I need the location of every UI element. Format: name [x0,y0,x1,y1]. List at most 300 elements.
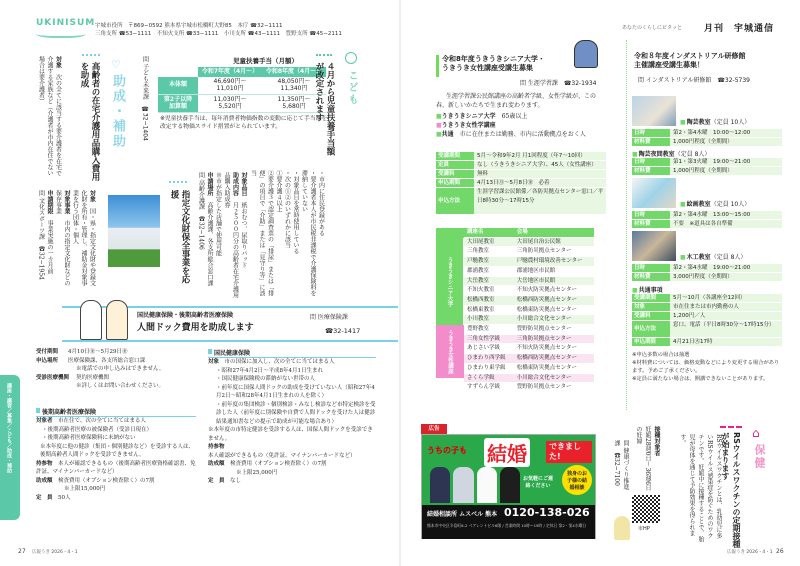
target-label: 対象 [88,190,96,202]
content-text: 月２５００円分の高齢者在宅介護用品購入助成券 [223,172,239,298]
table-row [464,383,594,393]
family-photo [430,467,520,503]
cell-value: 46,690円〜 [213,77,247,85]
course-name: 郡浦教室 [464,266,514,276]
cultural-title: 指定文化財保全事業を応援 [169,190,190,284]
venue: 不知火防災拠点センター [514,286,594,296]
info-key: 日時 [632,264,670,272]
target-label: 対象者 [36,418,53,424]
title-ornament [316,54,332,56]
industrial-courses [632,96,782,383]
table-row [464,276,594,286]
table-row [464,354,594,364]
common-text: 市に在住または勤務、市内に活動拠点をおく人 [459,131,586,138]
senior-contact: 問 生涯学習課 ☎32-1934 [520,80,597,87]
senior-label: うきうきシニア大学 [441,113,496,120]
allowance-note: ※児童扶養手当は、毎年消費者物価指数の変動に応じて手当額を改定する物価スライド措置がとられています。 [160,115,328,130]
course-header [632,178,782,208]
info-row [632,167,782,175]
note-text: ※市が指定した店舗で使用可能 [214,172,222,256]
bullet: ・市内に住民登録がある [317,170,325,236]
bullet: ・前年度に国保人間ドックの助成を受けていない人（昭和27年4月2日〜昭和28年4月1日生まれの人を除く） [216,384,375,399]
note: ※定員に満たない場合は、開講できないことがあります。 [632,376,769,382]
info-value: 1,200円／人 [670,312,782,320]
common-label: 共通 [441,131,454,138]
person [453,467,473,503]
title-ornament [82,54,100,58]
course-name: 三角女性学級 [464,334,514,344]
common-heading: ■ 共通事項 [632,285,782,294]
schedule-table [464,228,594,393]
table-row [158,77,326,95]
dock-contact-dept: 問 医療保険課 [310,314,348,321]
category-child: こども [346,70,357,106]
info-value: 3,000円程度（全期間） [670,273,782,281]
venue: 小川総合文化センター [514,315,594,325]
ad-cta: お気軽にご連絡ください [522,476,553,489]
venue: 豊野防災拠点センター [514,383,594,393]
table-row [158,94,326,112]
ad-footer [422,505,595,539]
care-goods-title: 高齢者の在宅介護用品購入費用を助成 [79,62,100,181]
info-key: 申込期間 [436,179,474,187]
contact: 問 文化スポーツ課 ☎32−1954 [37,190,45,280]
venue: 大田尾自治公民館 [514,237,594,247]
venue: 松橋東防災拠点センター [514,305,594,315]
course-capacity: （定員 8人） [674,151,711,158]
title-ornament [169,181,187,183]
target-text: 国・県・指定文化財や登録文化財を所有・管理し、補助金対象事業を行う団体・個人 [71,190,96,286]
info-key: 日時 [632,211,670,219]
info-key: 材料費 [632,220,670,228]
items-label: 対象品目 [240,172,247,196]
course-title: 陶芸夜間教室 [638,151,675,158]
info-key: 申込期限 [632,338,670,346]
bullet: ・前年度の集団検診・個別検診・みなし検診など市特定検診を受診した人（前年度に別保険や自費で人間ドックを受けた人は健診結果通知書などの提示で助成が可能な場合あり） [216,401,376,425]
row-text: 医療保険課、各支所総合窓口課 [68,357,146,364]
course-capacity: （定員 10人） [710,119,751,126]
info-key: 対象 [632,303,670,311]
row-label: 第2子以降加算額 [158,94,198,112]
place-label: 申請場所 [206,172,213,196]
info-row [632,129,782,137]
course-name: 小川教室 [464,315,514,325]
course-name [680,199,750,208]
info-row [632,338,782,346]
cell-value: 11,350円〜 [277,95,311,103]
table-row [464,334,594,344]
magazine-name: 月刊 宇城通信 [704,24,775,34]
industrial-contact: 問 インダストリアル研修館 ☎32-5739 [638,77,750,84]
bring-text: 本人確認ができるもの（免許証、マイナンバーカードなど） [208,452,356,459]
table-row [464,325,594,335]
category-subsidy: 助成・補助 [110,74,125,149]
target-label: 対象 [54,56,62,68]
row-note: ※電話での申し込みはできません。 [76,366,165,372]
senior-title [442,55,545,73]
course-capacity: （定員 10人） [710,201,751,208]
info-row [632,158,782,166]
info-row [436,161,606,169]
column-divider [626,40,627,410]
pottery-photo [632,96,676,126]
course-name: 大田尾教室 [464,237,514,247]
info-key: 定員 [436,161,474,169]
nurse-illustration [614,516,630,540]
doctor-illustration [80,300,102,340]
info-row [632,321,782,337]
col-header [158,67,198,77]
office-line-2: 三角支所 ☎53−1111 不知火支所 ☎33−1111 小川支所 ☎43−1111 豊野支所 ☎45−2111 [95,31,342,37]
course-name: さくら学級 [464,373,514,383]
course-name [680,117,750,126]
info-key: 材料費 [632,273,670,281]
period-text: 事業実施の一カ月前 [46,220,53,274]
course-name: ひまわり西学級 [464,354,514,364]
amount-text: 検査費用（オプション検査除く）の7割 [230,461,327,467]
course-header [632,231,782,261]
senior-info-table [436,152,606,215]
col-header: 講座名 [464,228,514,237]
care-goods-details [196,172,247,298]
target-text: 市の国保に加入し、次の全てに当てはまる人 [224,359,335,365]
title-accent-bar [436,55,439,77]
course-name: 松橋東教室 [464,305,514,315]
info-value: なし（うきうきシニア大学）、45人（女性講座） [474,161,606,169]
table-row [464,286,594,296]
cell-value: 11,030円〜 [213,95,247,103]
info-key: 日時 [632,129,670,137]
info-key: 日時 [632,158,670,166]
row-text: 4月10日㊎〜5月29日㊎ [68,349,128,355]
table-title: 児童扶養手当（月額） [233,57,298,65]
senior-title-line2: うきうき女性講座受講生募集 [442,64,533,72]
bring-label: 持参物 [36,460,53,467]
bullet: ・後期高齢者医療の被保険者（受診日現在） [42,426,153,433]
section-side-tab[interactable] [0,375,20,520]
project-text: 市内の指定文化財などの保存事業 [54,190,70,286]
qr-label: 市HP [638,526,650,532]
venue: 小川総合文化センター [514,373,594,383]
split-square-icon: ■ [436,131,442,138]
info-row [632,303,782,311]
painting-photo [632,178,676,208]
info-value: 生涯学習課公民館係／各防災拠点センター窓口／平日8時30分〜17時15分 [474,188,606,214]
bullet: ②要介護３で認定調査票の「排尿」または「排便」の項目で「介助」または「見守り等」に該当 [249,170,274,296]
table-row [464,266,594,276]
elderly-note: ※本年度に他の健診（集団・個別健診など）を受診する人は、後期高齢者人間ドックを受診できません。 [40,443,195,458]
house-icon: ⌂ [752,426,760,440]
cell-value: 11,010円 [216,85,244,92]
bullet: ①要介護４以上 [275,170,282,212]
capacity-label: 定 員 [36,494,53,501]
cell-value: 48,050円〜 [277,77,311,85]
venue: 松橋西防災拠点センター [514,295,594,305]
rsv-target [634,426,661,492]
info-value: 第2・第4木曜 10:00〜12:00 [670,129,782,137]
senior-title-line1: 令和8年度うきうきシニア大学・ [442,55,545,63]
footer-right: 広報うき 2026・4・1 [727,550,773,555]
target-label: 対象 [208,359,220,365]
schedule-group-labels [436,228,464,393]
child-allowance-title: ４月から児童扶養手当額が改定されます [314,62,335,156]
course-name [632,149,782,158]
info-key: 受講料 [436,170,474,178]
target-label: 接種対象者 [653,426,660,456]
capacity-text: 50人 [58,494,71,501]
office-line-1: 宇城市役所 〒869−0592 熊本県宇城市松橋町大野85 本庁 ☎32−1111 [95,23,283,29]
industrial-title-line2: 主催講座受講生募集！ [634,61,704,69]
course-name: ひまわり東学級 [464,363,514,373]
course-title: 木工教室 [686,254,711,261]
course-name: 豊野教室 [464,325,514,335]
child-allowance-contact: 問 子ども未来課 ☎32−1404 [141,56,149,141]
industrial-title [634,52,745,70]
pink-square-icon: ■ [436,122,442,129]
row-text: 契約医療機関 [76,374,110,381]
capacity-text: なし [230,478,242,484]
industrial-title-line1: 令和８年度インダストリアル研修館 [634,52,746,60]
cell [198,94,262,112]
bullet: ・要介護者本人が市民税非課税で介護保険料を滞納していない [300,170,316,296]
info-row [632,294,782,302]
bring-text: 本人が確認できるもの（後期高齢者医療資格確認書、免許証、マイナンバーカードなど） [36,460,196,475]
table-row [464,295,594,305]
info-key: 受講料 [632,312,670,320]
course-name: 大岳教室 [464,276,514,286]
logo-wave-icon [36,28,86,38]
info-value: 窓口、電話（平日8時30分〜17時15分） [670,321,782,337]
ad-tag: 広告 [421,424,447,434]
national-heading: 国民健康保険 [208,348,376,358]
marriage-ad[interactable] [421,434,596,539]
col-header: 会場 [514,228,594,237]
venue: 戸馳農村環境改善センター [514,257,594,267]
dock-title: 人間ドック費用を助成します [137,323,254,333]
course-name [680,252,746,261]
info-row [436,188,606,214]
venue: 松橋西防災拠点センター [514,354,594,364]
baby-face-icon [345,52,357,64]
footer-left: 広報うき 2026・4・1 [32,550,78,555]
senior-age: 65歳以上 [501,113,528,120]
heart-hands-icon: ♡ [111,58,121,71]
elderly-heading: 後期高齢者医療保険 [36,407,196,417]
info-key: 申込方法 [632,321,670,337]
rsv-contact: 問 健康づくり推進課 ☎32−7100 [613,440,629,490]
schedule-block [436,228,606,393]
cell-value: 5,680円 [282,103,306,110]
info-row [632,264,782,272]
course-header [632,96,782,126]
cultural-details [36,190,96,290]
info-key: 申込方法 [436,188,474,214]
info-row [436,152,606,160]
info-key: 材料費 [632,138,670,146]
table-row [464,247,594,257]
women-group-text: うきうき女性講座 [447,329,453,374]
course-name: あじさい学級 [464,344,514,354]
rsv-title: RSウイルスワクチンの定期接種が始まります [721,432,741,548]
content-label: 助成内容 [231,172,239,196]
cell-value: 5,520円 [218,103,242,110]
course-name: 不知火教室 [464,286,514,296]
allowance-table [158,67,326,113]
header-spacer [436,228,464,238]
dock-general [36,348,201,391]
table-row [464,257,594,267]
cell [198,77,262,95]
info-row [632,138,782,146]
senior-group-label [436,238,464,325]
table-row [464,305,594,315]
row-label: 受診医療機関 [36,374,70,381]
child-allowance-table-block [158,56,328,131]
row-label: 本体額 [158,77,198,95]
care-goods-bullets [248,170,325,298]
row-label: 申込場所 [36,357,59,364]
course-name: 戸馳教室 [464,257,514,267]
info-row [436,170,606,178]
info-value: 5月〜令和9年2月 月1回程度（年7〜10回） [474,152,606,160]
target-text: 次の全てに該当する要介護者を在宅で介護する家族など（介護者が市内在住でない場合は要介護者） [37,56,62,176]
project-label: 対象事業 [63,190,70,214]
amount-cap: ※上限25,000円 [236,469,278,476]
table-row [464,344,594,354]
rsv-body: RSウイルスワクチンとは、乳幼児に多いRSウイルス感染症を防ぐためのワクチンです。妊娠中に接種することで、胎児が母体を通じて予防効果を得られます。 [679,434,722,542]
side-tab-label: 講座・講習／募集／こども／助成・補助 [6,383,12,473]
table-row [464,315,594,325]
info-value: 5月〜10月（各講座全12回） [670,294,782,302]
bullet: ・昭和27年4月2日〜平成8年4月1日生まれ [216,367,323,374]
bullet: ・次の①②のいずれかに該当 [283,170,291,248]
woodwork-photo [632,231,676,261]
info-value: 第2・第4水曜 13:00〜15:00 [670,211,782,219]
care-goods-target [36,56,62,176]
capacity-label: 定 員 [208,478,225,484]
qr-code[interactable] [632,495,660,523]
info-row [632,220,782,228]
city-office-info [95,22,342,38]
table-row [464,363,594,373]
venue: 大岳地区市民館 [514,276,594,286]
place-text: 高齢介護課、各支所総合窓口課 [206,202,213,286]
row-note: ※詳しくはお問い合わせください。 [76,383,165,389]
course-title: 陶芸教室 [686,119,711,126]
venue: 郡浦地区市民館 [514,266,594,276]
senior-intro: 生涯学習課公民館講座の高齢者学級、女性学級が、この春、新しいかたちで生まれ変わります。 [436,93,597,109]
dock-contact-tel: ☎32-1417 [325,327,361,335]
ad-company: 結婚相談所 ムスベル 熊本 [427,511,498,518]
senior-group-text: うきうきシニア大学 [446,256,453,307]
course-capacity: （定員 8人） [710,254,747,261]
women-group-label [436,325,464,378]
venue: 豊野防災拠点センター [514,325,594,335]
bullet: ・国民健康保険税の滞納がない世帯の人 [216,376,316,382]
nurse-illustration [106,300,128,340]
col-header: 令和8年度（4月〜） [262,67,326,77]
tagline: あなたのくらしにピタッと [622,25,683,31]
info-key: 受講期間 [632,294,670,302]
info-value: 第2・第4水曜 19:00〜21:00 [670,264,782,272]
ad-headline-3: できました! [546,441,592,463]
page-number-right: 26 [776,548,784,555]
person [500,467,520,503]
items-text: 紙おむつ、尿取りパッド [240,202,247,268]
category-health: 保健 [753,444,766,470]
bring-label: 持参物 [208,444,225,450]
ad-headline-1: うちの子も [427,446,467,455]
cultural-building-photo [108,195,160,267]
venue: 三角防災拠点センター [514,334,594,344]
bullet: ・後期高齢者医療保険料に未納がない [42,435,136,441]
elderly-insurance-block [36,407,196,502]
amount-label: 助成額 [36,477,53,484]
amount-cap: ※上限15,000円 [64,486,106,492]
women-label: うきうき女性学講座 [441,122,496,129]
col-header: 令和7年度（4月〜） [198,67,262,77]
course-title: 絵画教室 [686,201,711,208]
senior-eligibility [436,112,611,139]
info-value: 4月21日㊋17時 [670,338,782,346]
page-spine [399,0,401,566]
course-name: 松橋西教室 [464,295,514,305]
target-text: 妊娠28週0日〜36週6日の妊婦 [635,426,651,491]
period-label: 申請期限 [46,190,53,214]
course-name: 三角教室 [464,247,514,257]
dock-subtitle: 国民健康保険・後期高齢者医療保険 [137,312,234,319]
row-label: 受付期間 [36,349,59,355]
ad-phone[interactable]: 0120-138-026 [504,506,590,519]
info-value: 第1・第3火曜 19:00〜21:00 [670,158,782,166]
ukinisum-logo: UKINISUM [36,18,96,28]
info-value: 不要 ※道具は各自準備 [670,220,782,228]
info-value: 4月13日㊊〜5月8日㊎ 必着 [474,179,606,187]
info-value: 1,000円程度（全期間） [670,138,782,146]
ad-address: 熊本市中央区辛島町6-2 ベアレントビル6階 / 営業時間 10時〜19時 / 定休日 第2・第4水曜日 [427,523,587,528]
note: ※材料費については、価格変動などにより変更する場合があります。予めご了承ください。 [632,360,780,374]
note: ※申込多数の場合は抽選 [632,352,690,358]
person [477,467,497,503]
info-value: 無料 [474,170,606,178]
person [430,467,450,503]
green-square-icon: ■ [436,113,442,120]
venue: 不知火防災拠点センター [514,344,594,354]
info-key: 材料費 [632,167,670,175]
cell-value: 11,340円 [280,85,308,92]
amount-label: 助成額 [208,461,225,467]
national-insurance-block [208,348,376,486]
industrial-notes [632,351,782,383]
target-text: 市在住で、次の全てに当てはまる人 [58,418,146,424]
info-row [632,273,782,281]
venue: 松橋東防災拠点センター [514,363,594,373]
table-row [464,237,594,247]
bullet: ・対象品目を常時使用している [292,170,299,254]
info-value: 市在住または市内勤務の人 [670,303,782,311]
venue: 三角防災拠点センター [514,247,594,257]
info-row [436,179,606,187]
info-row [632,211,782,219]
contact: 問 高齢介護課 ☎32−1406 [197,172,205,250]
amount-text: 検査費用（オプション検査除く）の7割 [58,477,155,484]
ad-bubble: 独身のお子様の結婚相談 [562,465,592,495]
title-ornament [720,426,742,428]
table-row [464,373,594,383]
course-name: すずらん学級 [464,383,514,393]
info-value: 1,000円程度（全期間） [670,167,782,175]
info-key: 受講期間 [436,152,474,160]
